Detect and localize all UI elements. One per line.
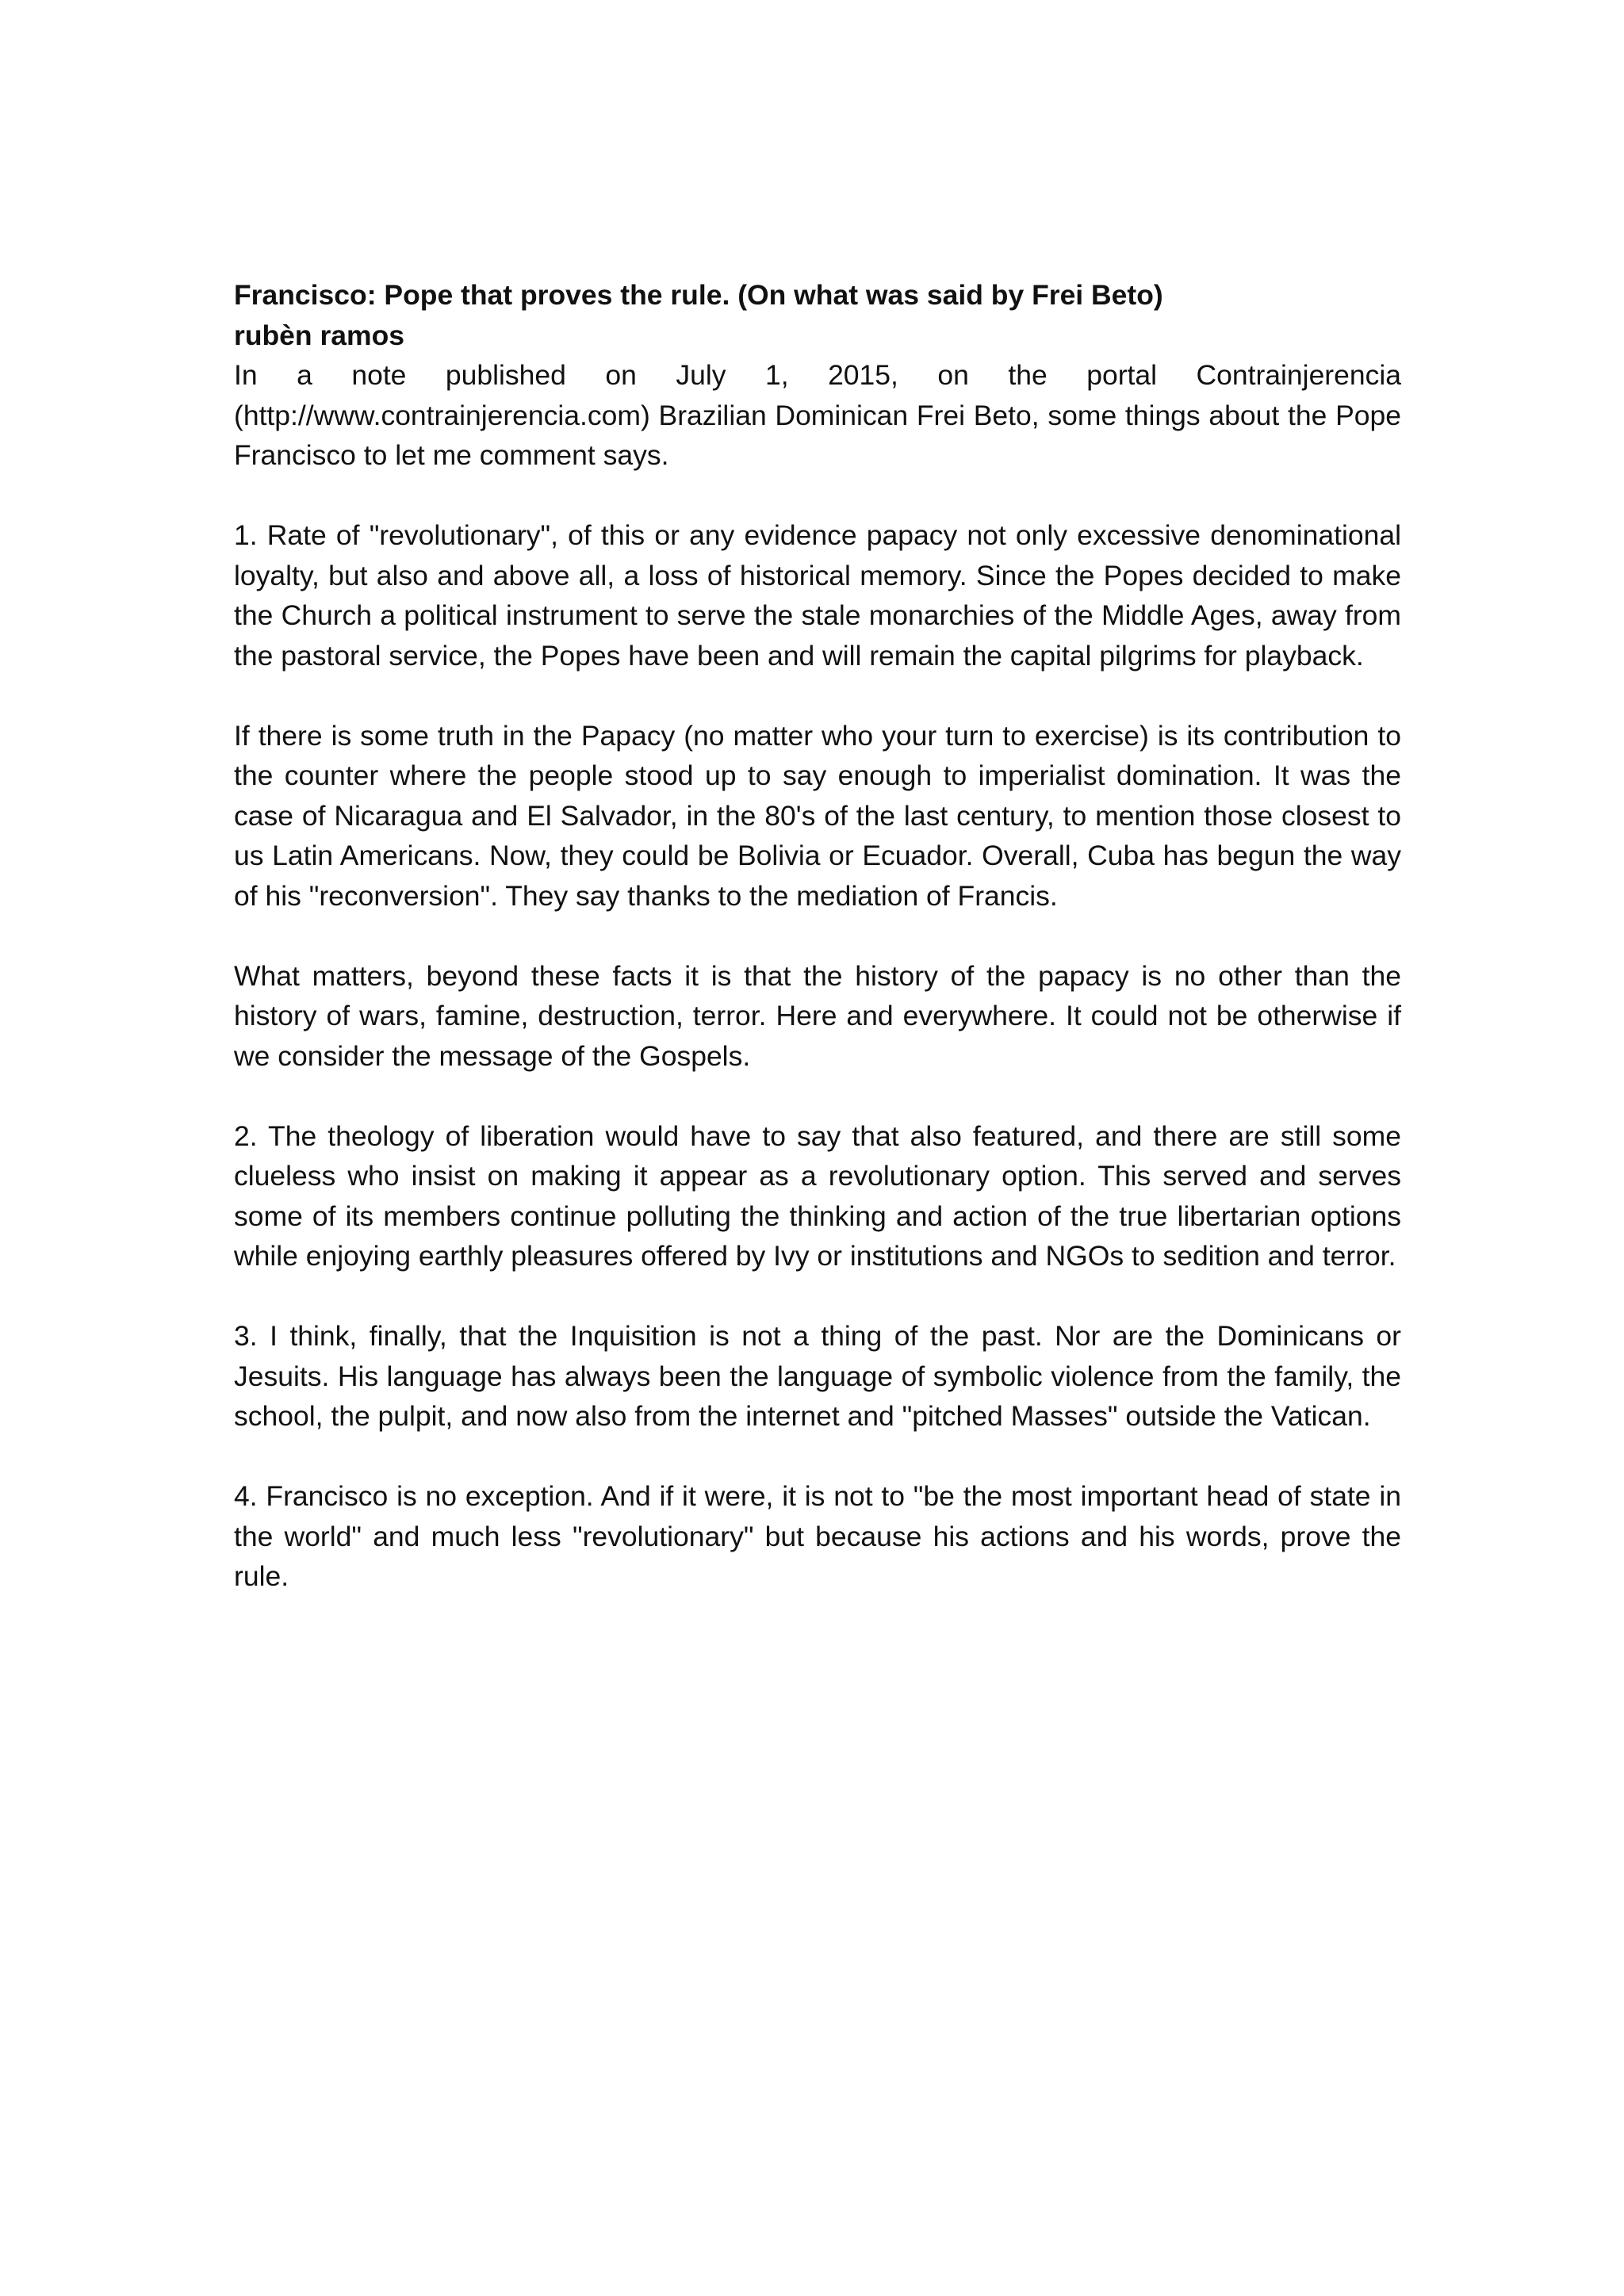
paragraph-point-1: 1. Rate of "revolutionary", of this or any evidence papacy not only excessive denominational loyalty, but also and above all, a loss of historical memory. Since the Popes decided to make the Church a political instrument to serve the stale monarchies of the Middle Ages, away from the pastoral service, the Popes have been and will remain the capital pilgrims for playback. — [234, 519, 1401, 672]
document-body — [234, 275, 1401, 1636]
paragraph-point-4: 4. Francisco is no exception. And if it were, it is not to "be the most important head of state in the world" and much less "revolutionary" but because his actions and his words, prove the rule. — [234, 1480, 1401, 1592]
paragraph-history: What matters, beyond these facts it is that the history of the papacy is no other than the history of wars, famine, destruction, terror. Here and everywhere. It could not be otherwise if we consider the message of the Gospels. — [234, 959, 1401, 1072]
document-author: rubèn ramos — [234, 319, 405, 351]
paragraph-point-2: 2. The theology of liberation would have to say that also featured, and there are still some clueless who insist on making it appear as a revolutionary option. This served and serves some of its members continue polluting the thinking and action of the true libertarian options while enjoying earthly pleasures offered by Ivy or institutions and NGOs to sedition and terror. — [234, 1119, 1401, 1272]
document-title: Francisco: Pope that proves the rule. (On what was said by Frei Beto) — [234, 279, 1163, 311]
paragraph-papacy-truth: If there is some truth in the Papacy (no matter who your turn to exercise) is its contribution to the counter where the people stood up to say enough to imperialist domination. It was the case of Nicaragua and El Salvador, in the 80's of the last century, to mention those closest to us Latin Americans. Now, they could be Bolivia or Ecuador. Overall, Cuba has begun the way of his "reconversion". They say thanks to the mediation of Francis. — [234, 719, 1401, 912]
paragraph-point-3: 3. I think, finally, that the Inquisition is not a thing of the past. Nor are the Dominicans or Jesuits. His language has always been the language of symbolic violence from the family, the school, the pulpit, and now also from the internet and "pitched Masses" outside the Vatican. — [234, 1320, 1401, 1432]
paragraph-intro: In a note published on July 1, 2015, on the portal Contrainjerencia (http://www.contrainjerencia.com) Brazilian Dominican Frei Beto, some things about the Pope Francisco to let me comment says. — [234, 359, 1401, 471]
